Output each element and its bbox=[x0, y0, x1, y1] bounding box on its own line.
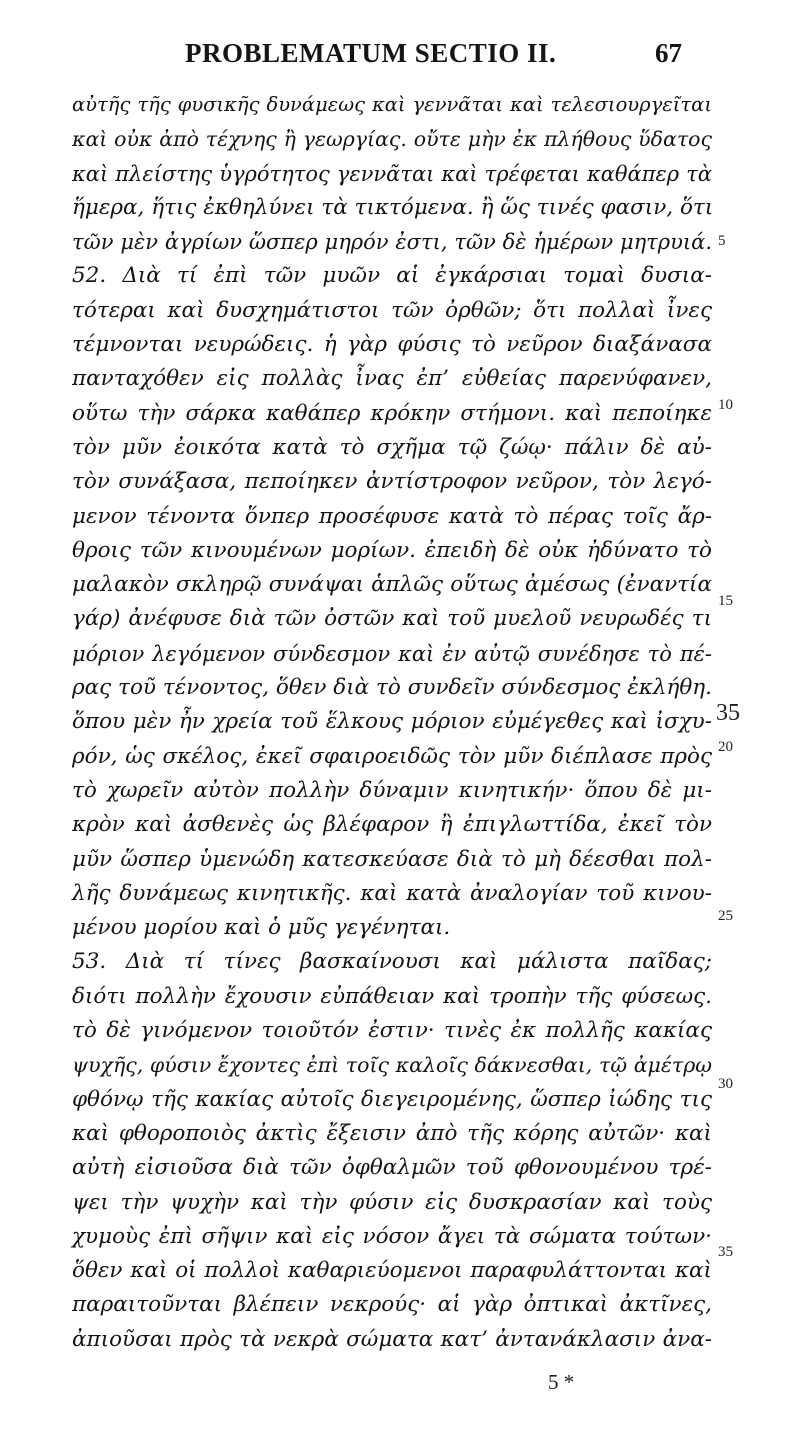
text-line: τὸ δὲ γινόμενον τοιοῦτόν ἐστιν· τινὲς ἐκ πολλῆς κακίας bbox=[72, 1018, 712, 1044]
line-number-35: 35 bbox=[718, 1244, 733, 1260]
line-number-15: 15 bbox=[718, 593, 733, 609]
text-line: ἀπιοῦσαι πρὸς τὰ νεκρὰ σώματα κατ’ ἀντανάκλασιν ἀνα- bbox=[72, 1326, 712, 1352]
text-line: ρόν, ὡς σκέλος, ἐκεῖ σφαιροειδῶς τὸν μῦν διέπλασε πρὸς bbox=[72, 743, 712, 769]
text-line: τὸ χωρεῖν αὐτὸν πολλὴν δύναμιν κινητικήν· ὅπου δὲ μι- bbox=[72, 777, 712, 803]
text-line: γάρ) ἀνέφυσε διὰ τῶν ὀστῶν καὶ τοῦ μυελοῦ νευρωδές τι bbox=[72, 606, 712, 632]
text-line: μόριον λεγόμενον σύνδεσμον καὶ ἐν αὐτῷ συνέδησε τὸ πέ- bbox=[72, 641, 712, 666]
line-number-35-left: 35 bbox=[716, 700, 740, 726]
text-line: τὸν μῦν ἐοικότα κατὰ τὸ σχῆμα τῷ ζώῳ· πάλιν δὲ αὐ- bbox=[72, 434, 712, 460]
text-line: ὅθεν καὶ οἱ πολλοὶ καθαριεύομενοι παραφυλάττονται καὶ bbox=[72, 1258, 712, 1284]
text-line: χυμοὺς ἐπὶ σῆψιν καὶ εἰς νόσον ἄγει τὰ σώματα τούτων· bbox=[72, 1223, 712, 1249]
running-title: PROBLEMATUM SECTIO II. bbox=[185, 38, 557, 68]
text-line: ὅπου μὲν ἦν χρεία τοῦ ἕλκους μόριον εὐμέγεθες καὶ ἰσχυ- bbox=[72, 709, 712, 735]
text-line: ρας τοῦ τένοντος, ὅθεν διὰ τὸ συνδεῖν σύνδεσμος ἐκλήθη. bbox=[72, 675, 712, 701]
text-line: καὶ πλείστης ὑγρότητος γεννᾶται καὶ τρέφεται καθάπερ τὰ bbox=[72, 161, 712, 186]
text-line: αὐτῆς τῆς φυσικῆς δυνάμεως καὶ γεννᾶται καὶ τελεσιουργεῖται bbox=[72, 93, 712, 116]
line-number-10: 10 bbox=[718, 397, 733, 413]
text-line: καὶ οὐκ ἀπὸ τέχνης ἢ γεωργίας. οὔτε μὴν ἐκ πλήθους ὕδατος bbox=[72, 127, 712, 152]
text-line: τέμνονται νευρώδεις. ἡ γὰρ φύσις τὸ νεῦρον διαξάνασα bbox=[72, 332, 712, 358]
text-line: καὶ φθοροποιὸς ἀκτὶς ἔξεισιν ἀπὸ τῆς κόρης αὐτῶν· καὶ bbox=[72, 1120, 712, 1146]
text-line: ψυχῆς, φύσιν ἔχοντες ἐπὶ τοῖς καλοῖς δάκνεσθαι, τῷ ἀμέτρῳ bbox=[72, 1053, 712, 1078]
line-number-30: 30 bbox=[718, 1076, 733, 1092]
text-line: τῶν μὲν ἀγρίων ὥσπερ μηρόν ἐστι, τῶν δὲ ἡμέρων μητρυιά. bbox=[72, 230, 712, 255]
text-line: αὐτὴ εἰσιοῦσα διὰ τῶν ὀφθαλμῶν τοῦ φθονουμένου τρέ- bbox=[72, 1155, 712, 1181]
section-52-heading-line: 52. Διὰ τί ἐπὶ τῶν μυῶν αἱ ἐγκάρσιαι τομαὶ δυσια- bbox=[72, 263, 712, 289]
text-line: τότεραι καὶ δυσχημάτιστοι τῶν ὀρθῶν; ὅτι πολλαὶ ἶνες bbox=[72, 297, 712, 323]
text-line: μενον τένοντα ὅνπερ προσέφυσε κατὰ τὸ πέρας τοῖς ἄρ- bbox=[72, 503, 712, 529]
text-line: πανταχόθεν εἰς πολλὰς ἶνας ἐπ’ εὐθείας παρενύφανεν, bbox=[72, 366, 712, 392]
text-line: κρὸν καὶ ἀσθενὲς ὡς βλέφαρον ἢ ἐπιγλωττίδα, ἐκεῖ τὸν bbox=[72, 812, 712, 838]
text-line: μένου μορίου καὶ ὁ μῦς γεγένηται. bbox=[72, 915, 451, 941]
text-line: φθόνῳ τῆς κακίας αὐτοῖς διεγειρομένης, ὥσπερ ἰώδης τις bbox=[72, 1086, 712, 1112]
line-number-25: 25 bbox=[718, 908, 733, 924]
text-line: μῦν ὥσπερ ὑμενώδη κατεσκεύασε διὰ τὸ μὴ δέεσθαι πολ- bbox=[72, 846, 712, 872]
text-line: ἥμερα, ἥτις ἐκθηλύνει τὰ τικτόμενα. ἢ ὥς τινές φασιν, ὅτι bbox=[72, 194, 714, 220]
text-line: παραιτοῦνται βλέπειν νεκρούς· αἱ γὰρ ὀπτικαὶ ἀκτῖνες, bbox=[72, 1292, 712, 1318]
text-line: διότι πολλὴν ἔχουσιν εὐπάθειαν καὶ τροπὴν τῆς φύσεως. bbox=[72, 983, 712, 1009]
line-number-20: 20 bbox=[718, 739, 733, 755]
text-line: θροις τῶν κινουμένων μορίων. ἐπειδὴ δὲ οὐκ ἠδύνατο τὸ bbox=[72, 537, 712, 563]
text-line: μαλακὸν σκληρῷ συνάψαι ἁπλῶς οὕτως ἀμέσως (ἐναντία bbox=[72, 572, 712, 598]
signature-mark: 5 * bbox=[548, 1370, 575, 1394]
text-line: οὕτω τὴν σάρκα καθάπερ κρόκην στήμονι. καὶ πεποίηκε bbox=[72, 400, 712, 426]
line-number-5: 5 bbox=[718, 233, 726, 249]
page-number: 67 bbox=[655, 38, 682, 68]
text-line: λῆς δυνάμεως κινητικῆς. καὶ κατὰ ἀναλογίαν τοῦ κινου- bbox=[72, 880, 712, 906]
section-53-heading-line: 53. Διὰ τί τίνες βασκαίνουσι καὶ μάλιστα παῖδας; bbox=[72, 949, 712, 975]
running-head bbox=[0, 38, 800, 78]
greek-text-body bbox=[72, 88, 712, 1357]
text-line: τὸν συνάξασα, πεποίηκεν ἀντίστροφον νεῦρον, τὸν λεγό- bbox=[72, 469, 712, 495]
text-line: ψει τὴν ψυχὴν καὶ τὴν φύσιν εἰς δυσκρασίαν καὶ τοὺς bbox=[72, 1189, 712, 1215]
